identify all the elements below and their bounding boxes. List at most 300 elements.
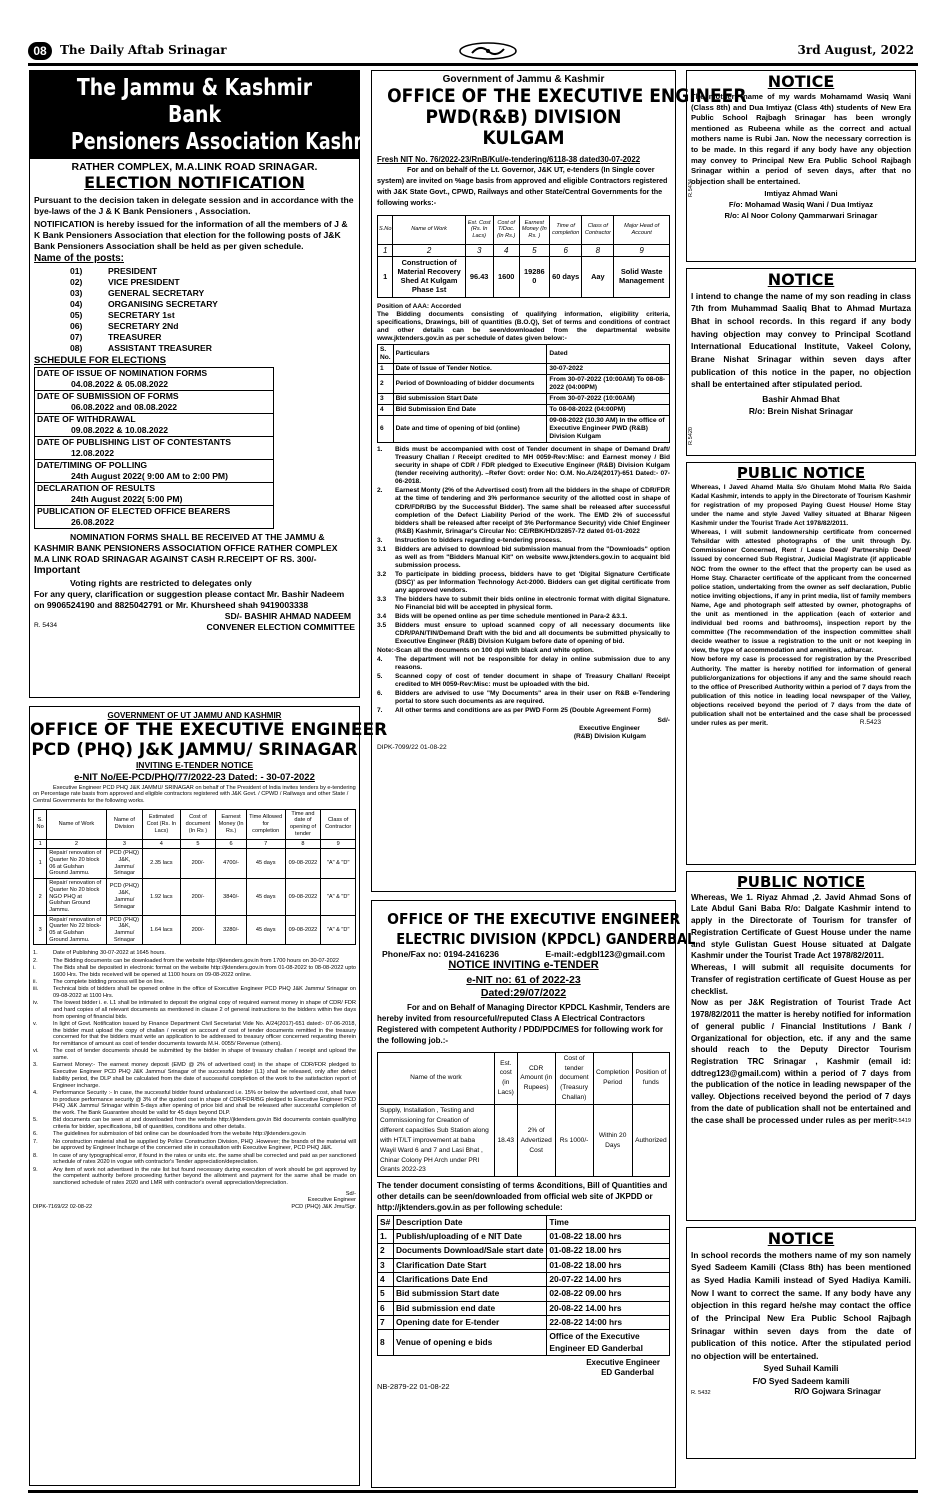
contact-text: For any query, clarification or suggestion please contact Mr. Bashir Nadeem on 9906524190 and 8825042791 or Mr. Khursheed shah 9419003338 [34, 589, 345, 610]
post-number: 04) [70, 299, 83, 310]
post-item [34, 277, 355, 288]
table-cell: Within 20 Days [593, 1105, 632, 1177]
table-cell: 6 [378, 1301, 394, 1315]
table-header-cell: Name of Division [106, 809, 143, 839]
notice-4-title: PUBLIC NOTICE [736, 873, 866, 891]
pcd-title-2: PCD (PHQ) J&K JAMMU/ SRINAGAR [31, 740, 358, 761]
voting-text: Voting rights are restricted to delegates only [70, 578, 252, 588]
table-row [378, 1301, 670, 1315]
condition-text: In light of Govt. Notification issued by Finance Department Civil Secretariat Vide No. A/24(2017)-651 dated:- 07-06-2018, the bidder must upload the copy of challan / receipt on account of cost of tender documents remitted in the treasury concerned for that the bidders must write an application to be addressed to treasury officer concerned requesting therein for remittance of amount as cost of tender documents towards M.H. 0055/ Revenue (others). [53, 1021, 356, 1048]
table-cell: Date and time of opening of bid (online) [393, 416, 547, 443]
table-row [378, 364, 670, 375]
condition-text: The department will not be responsible for delay in online submission due to any reasons. [395, 656, 670, 672]
post-item [34, 332, 355, 343]
table-index-cell: 1 [34, 839, 47, 849]
table-header-cell: Cost of T/Doc. (In Rs.) [493, 215, 519, 244]
table-row [378, 405, 670, 416]
table-cell: 4 [378, 1273, 394, 1287]
condition-text: In case of any typographical error, if found in the rates or units etc. the same shall be corrected and paid as per sanctioned schedule of rates 2020 in vogue with contractor's Tender appreciation/depreciation. [53, 1152, 356, 1166]
table-cell: 1600 [493, 257, 519, 298]
table-index-cell: 3 [465, 244, 493, 257]
notice-1-text: The mothers name of my wards Mohamamd Wasiq Wani (Class 8th) and Dua Imtiyaz (Class 4th) students of New Era Public School Rajbagh Srinagar has been wrongly mentioned as Rubeena while as the correct and actual mothers name is Rubi Jan. Now the necessary correction is to be made. In this regard if any body have any objection may convey to Principal New Era Public School Rajbagh Srinagar within a period of seven days, after that no objection shall be entertained. [691, 91, 911, 186]
notice-5-sign-1: Syed Suhail Kamili [763, 1363, 839, 1374]
schedule-label: DATE OF SUBMISSION OF FORMS [35, 390, 273, 402]
table-index-cell: 2 [393, 244, 465, 257]
post-name: GENERAL SECRETARY [108, 288, 205, 299]
kpdcl-doc: The tender document consisting of terms &conditions, Bill of Quantities and other details can be seen/downloaded from official web site of JKPDD or http://jktenders.gov.in as per following schedule: [377, 1181, 668, 1212]
bank-title-1: The Jammu & Kashmir Bank [76, 75, 313, 128]
table-cell: 2 [378, 375, 394, 394]
bank-address: RATHER COMPLEX, M.A.LINK ROAD SRINAGAR. [71, 161, 318, 173]
table-row [378, 257, 670, 298]
bank-ref: R. 5434 [34, 622, 58, 629]
condition-item [377, 673, 670, 689]
kpdcl-tender-ad [371, 900, 696, 1488]
condition-item [33, 1021, 356, 1048]
condition-text: To participate in bidding process, bidders have to get 'Digital Signature Certificate (DSC)' as per Information Technology Act-2000. Bidders can get digital certificate from any approved vendors. [395, 570, 670, 594]
table-row [378, 416, 670, 443]
table-cell: Date of Issue of Tender Notice. [393, 364, 547, 375]
condition-text: The Bids shall be deposited in electronic format on the website http://jktenders.gov.in from 01-08-2022 to 08-08-2022 upto 1600 Hrs. The bids received will be opened at 1100 hours on 09-08-2022 online. [53, 965, 356, 978]
condition-number: v. [33, 1021, 37, 1028]
kpdcl-nit: e-NIT no: 61 of 2022-23 [466, 974, 581, 987]
table-cell: 30-07-2022 [547, 364, 670, 375]
table-header-cell: S# [378, 1215, 394, 1229]
post-item [34, 299, 355, 310]
condition-item [33, 1117, 356, 1130]
pcd-sd: Sd/- [345, 1190, 356, 1197]
table-cell: 60 days [549, 257, 582, 298]
kpdcl-title-1: OFFICE OF THE EXECUTIVE ENGINEER [387, 910, 681, 928]
kpdcl-sub: NOTICE INVITING e-TENDER [448, 959, 599, 972]
table-header-cell: Time and date of opening of tender [285, 809, 321, 839]
notice-2-text: I intend to change the name of my son reading in class 7th from Muhammad Saaliq Bhat to Ahmad Murtaza Bhat in school records. In this regard if any body having objection may convey to Principal Scotland International Educational Institute, Vakeel Colony, Brane Nishat Srinagar within seven days after publication of this notice in the paper, no objection shall be entertained after stipulated period. [691, 290, 911, 390]
table-cell: 3 [378, 394, 394, 405]
table-header-cell: Particulars [393, 344, 547, 363]
notice-3-title: PUBLIC NOTICE [736, 464, 866, 482]
notice-5 [686, 1227, 916, 1459]
table-header-cell: S. No. [378, 344, 394, 363]
notice-2-sign-1: Bashir Ahmad Bhat [762, 393, 840, 404]
schedule-label: PUBLICATION OF ELECTED OFFICE BEARERS [35, 505, 273, 517]
pcd-body [30, 784, 359, 1212]
table-header-cell: Major Head of Account [614, 215, 670, 244]
table-index-row [34, 839, 356, 849]
table-cell: Bid submission end date [394, 1301, 547, 1315]
post-number: 08) [70, 343, 83, 354]
schedule-date: 24th August 2022( 5:00 PM) [71, 494, 183, 505]
post-item [34, 266, 355, 277]
condition-item [377, 487, 670, 535]
table-cell: 96.43 [465, 257, 493, 298]
table-cell: PCD (PHQ) J&K, Jammu/ Srinagar [106, 915, 143, 945]
schedule-label: DECLARATION OF RESULTS [35, 482, 273, 494]
table-cell: Clarification Date Start [394, 1258, 547, 1272]
condition-item [33, 986, 356, 999]
notice-3 [686, 462, 916, 865]
schedule-date: 24th August 2022( 9:00 AM to 2:00 PM) [71, 471, 228, 482]
kpdcl-intro: For and on Behalf of Managing Director KPDCL Kashmir, Tenders are hereby invited from resourceful/reputed Class A Electrical Contractors Registered with competent Authority / PDD/PDC/MES for following work for the following job.:- [377, 1002, 670, 1046]
notice-4-text: Whereas, We 1. Riyaz Ahmad ,2. Javid Ahmad Sons of Late Abdul Gani Baba R/o: Dalgate Kashmir intend to apply in the Directorate of Tourism for transfer of Registration Certificate of Guest House under the name and style Gulistan Guest House situated at Dalgate Kashmir under the Tourist Trade Act 1978/82/2011. Whereas, I will submit all requisite documents for Transfer of registration certificate of Guest House as per checklist. Now as per J&K Registration of Tourist Trade Act 1978/82/2011 the matter is hereby notified for information of general public / Financial Institutions / Bank / Organizational for objection, etc. if any and the same should reach to the Deputy Director Tourism Registration TRC Srinagar , Kashmir (email id: ddtreg123@gmail.com) within a period of 7 days from the publication of the notice in leading newspaper of the valley. Objections received beyond the period of 7 days from the date of publication shall not be entertained and the case shall be processed under rules as per merit [691, 892, 911, 1125]
schedule-date: 06.08.2022 and 08.08.2022 [71, 402, 178, 413]
table-cell: Publish/uploading of e NIT Date [394, 1230, 547, 1244]
notice-5-title: NOTICE [767, 1229, 835, 1248]
table-cell: Rs 1000/- [555, 1105, 593, 1177]
table-header-row [378, 215, 670, 244]
pcd-title-1: OFFICE OF THE EXECUTIVE ENGINEER [30, 720, 388, 741]
table-index-cell: 9 [614, 244, 670, 257]
condition-text: No construction material shall be supplied by Police Construction Division, PHQ .However; the brands of the material will be approved by Engineer Incharge of the concerned site in consultation with Executive Engineer, PCD PHQ J&K. [53, 1138, 356, 1152]
table-cell: Aay [582, 257, 614, 298]
table-index-cell: 5 [519, 244, 549, 257]
notice-3-text: Whereas, I Javed Ahamd Malla S/o Ghulam Mohd Malla R/o Saida Kadal Kashmir, intends to apply in the Directorate of Tourism Kashmir for registration of my proposed Paying Guest House/ Home Stay under the name and style Javed Valley situated at Bharar Nigeen Kashmir under the Tourist Trade Act 1978/82/2011. Whereas, I will submit landownership certificate from concerned Tehsildar with attested photographs of the unit through Dy. Commissioner Concerned, Rent / Lease Deed/ Partnership Deed/ Issued by concerned Sub Registrar, Judicial Magistrate (if applicable NOC from the owner to the effect that the property can be used as Home Stay. Character certificate of the applicant from the concerned police station, undertaking from the owner as self declaration, Public notice inviting objections, if any in print media, list of family members Name, Age and photograph self attested by owner, photographs of the unit as mentioned in the application (each of exterior and individual bed rooms and bathrooms), inspection report by the committee (The recommendation of the inspection committee shall decide weather to issue a registration to the unit or not keeping in view, the type of accommodation and amenities, adharcar. Now before my case is processed for registration by the Prescribed Authority. The matter is hereby notified for information of general public/organizations for objections if any and the same should reach to the office of Prescribed Authority within a period of 7 days from the publication of this notice in leading local newspaper of the Valley, objections received beyond the period of 7 days from the date of publication shall not be entertained and the case shall be processed under rules as per merit. [691, 483, 911, 728]
table-cell: 02-08-22 09.00 hrs [547, 1287, 670, 1301]
table-row [34, 879, 356, 916]
condition-number: 6. [33, 1131, 38, 1138]
table-cell: 4 [378, 405, 394, 416]
kulgam-works-table [377, 215, 670, 298]
table-header-cell: Cost of tender document (Treasury Challan) [555, 1052, 593, 1104]
table-cell: 20-08-22 14.00 hrs [547, 1301, 670, 1315]
pcd-conditions [33, 950, 356, 1186]
post-name: SECRETARY 2Nd [108, 321, 179, 332]
notice-1 [686, 70, 916, 262]
table-cell: From 30-07-2022 (10:00AM) To 08-08-2022 (04:00PM) [547, 375, 670, 394]
post-name: VICE PRESIDENT [108, 277, 180, 288]
table-cell: Repair/ renovation of Quarter No 20 block NGO PHQ at Gulshan Ground Jammu. [47, 879, 106, 916]
table-cell: 22-08-22 14:00 hrs [547, 1316, 670, 1330]
condition-text: Bids must be accompanied with cost of Tender document in shape of Demand Draft/ Treasury Challan / Receipt credited to MH 0059-Rev:Misc: and Earnest money / Bid security in shape of CDR / FDR pledged to Executive Engineer (R&B) Division Kulgam (tender receiving authority). –Refer Govt: order No: O.M. No.A/24(2017)-651 Dated:- 07-06-2018. [395, 446, 670, 486]
table-cell: 1.64 lacs [143, 915, 180, 945]
condition-text: Earnest Money:- The earnest money deposit (EMD @ 2% of advertised cost) in the shape of CDR/FDR pledged to Executive Engineer PCD PHQ J&K Jammu/ Srinagar of the successful bidder (L1) shall be released, only after defect liability period, the DLP shall be calculated from the date of successful completion of the work to the satisfaction report of Engineer incharge. [53, 1062, 356, 1089]
notice-1-sign-3: R/o: Al Noor Colony Qammarwari Srinagar [724, 210, 878, 220]
table-header-cell: Earnest Money (In Rs. ) [519, 215, 549, 244]
kpdcl-works-table [377, 1052, 670, 1178]
kulgam-doc: The Bidding documents consisting of qualifying information, eligibility criteria, specifications, Drawings, bill of quantities (B.O.Q), Set of terms and conditions of contract and other details can be seen/downloaded from the departmental website www.jktenders.gov.in as per schedule of dates given below:- [377, 310, 670, 342]
notice-3-ref: R.5423 [859, 719, 881, 727]
condition-number: 3.1 [377, 545, 387, 553]
table-cell: 2.35 lacs [143, 849, 180, 879]
condition-item [33, 1167, 356, 1187]
condition-text: Scanned copy of cost of tender document in shape of Treasury Challan/ Receipt credited to MH 0059-Rev:Misc: must be uploaded with the bid. [395, 673, 670, 689]
condition-item [377, 546, 670, 570]
table-header-cell: S. No [34, 809, 47, 839]
condition-item [33, 1131, 356, 1138]
notice-1-title: NOTICE [767, 72, 835, 91]
condition-item [33, 950, 356, 957]
table-cell: 20-07-22 14.00 hrs [547, 1273, 670, 1287]
table-header-cell: S.No [378, 215, 393, 244]
table-header-cell: Earnest Money (In Rs.) [216, 809, 246, 839]
schedule-table [34, 367, 274, 529]
pcd-sub: INVITING E-TENDER NOTICE [135, 760, 254, 771]
table-cell: 200/- [180, 915, 216, 945]
kulgam-aaa: Position of AAA: Accorded [377, 302, 462, 310]
table-cell: Documents Download/Sale start date [394, 1244, 547, 1258]
pcd-works-table [33, 809, 356, 946]
table-header-cell: Name of Work [393, 215, 465, 244]
table-header-row [378, 1052, 670, 1104]
condition-item [377, 596, 670, 612]
notice-5-ref: R. 5432 [691, 1389, 711, 1396]
table-cell: 19286 0 [519, 257, 549, 298]
notice-5-sign-2: F/O Syed Sadeem kamili [752, 1375, 850, 1386]
notice-2-sign-2: R/o: Brein Nishat Srinagar [748, 406, 854, 417]
page-number: 08 [28, 42, 52, 60]
condition-text: Bidders are advised to download bid submission manual from the "Downloads" option as well as from "Bidders Manual Kit" on website www.jktenders.gov.in to acquaint bid submission process. [395, 545, 670, 569]
table-cell: 45 days [246, 849, 285, 879]
condition-number: 2. [33, 957, 38, 964]
post-name: SECRETARY 1st [108, 310, 175, 321]
table-cell: Solid Waste Management [614, 257, 670, 298]
table-cell: Bid Submission End Date [393, 405, 547, 416]
condition-number: 9. [33, 1166, 38, 1173]
post-item [34, 321, 355, 332]
condition-number: ii. [33, 979, 38, 986]
table-row [378, 1287, 670, 1301]
condition-number: 1. [33, 950, 38, 957]
table-cell: 2 [34, 879, 47, 916]
table-header-cell: Cost of document (In Rs ) [180, 809, 216, 839]
condition-number: i. [33, 965, 36, 972]
table-cell: "A" & "D" [321, 849, 356, 879]
pcd-ref: DIPK-7169/22 02-08-22 [33, 1204, 93, 1211]
condition-text: Bids will be opened online as per time schedule mentioned in Para-2 &3.1. [395, 612, 628, 620]
table-cell: Period of Downloading of bidder documents [393, 375, 547, 394]
table-row [378, 1105, 670, 1177]
kulgam-sd: Sd/- [657, 717, 670, 725]
table-cell: 2% of Advertized Cost [517, 1105, 555, 1177]
condition-text: Technical bids of bidders shall be opened online in the office of Executive Engineer PCD PHQ J&K Jammu/ Srinagar on 09-08-2022 at 1100 Hrs. [53, 986, 356, 1000]
condition-text: The Bidding documents can be downloaded from the website http://jktenders.gov.in from 1700 hours on 30-07-2022 [53, 957, 339, 964]
schedule-date: 09.08.2022 & 10.08.2022 [71, 425, 169, 436]
table-cell: 200/- [180, 849, 216, 879]
table-index-cell: 8 [582, 244, 614, 257]
condition-text: Instruction to bidders regarding e-tendering process. [395, 536, 562, 544]
table-cell: PCD (PHQ) J&K, Jammu/ Srinagar [106, 879, 143, 916]
condition-text: The cost of tender documents should be submitted by the bidder in shape of treasury challan / receipt and upload the same. [53, 1048, 356, 1062]
table-cell: 09-08-2022 [285, 849, 321, 879]
notice-5-sign-3: R/O Gojwara Srinagar [794, 1385, 881, 1396]
post-number: 05) [70, 310, 83, 321]
table-cell: 01-08-22 18.00 hrs [547, 1244, 670, 1258]
condition-number: 7. [377, 707, 383, 715]
condition-text: Any item of work not advertised in the rate list but found necessary during execution of work should be got approved by the competent authority before proceeding further beyond the allotment and payment for the same shall be made on sanctioned schedule of rates 2020 and LMR with contractor's overall appreciation/depreciation. [53, 1166, 356, 1186]
notice-1-ref: R.5434 [688, 178, 694, 197]
table-index-cell: 4 [493, 244, 519, 257]
kpdcl-title-2: ELECTRIC DIVISION (KPDCL) GANDERBAL [396, 930, 696, 948]
condition-number: 3. [33, 1062, 38, 1069]
table-header-cell: Name of the work [378, 1052, 495, 1104]
notice-2-ref: R.5420 [688, 426, 694, 445]
table-cell: 45 days [246, 915, 285, 945]
condition-number: 4. [377, 656, 383, 664]
bank-body [30, 193, 359, 635]
kulgam-ee: Executive Engineer [579, 725, 640, 733]
table-index-cell: 6 [216, 839, 246, 849]
table-cell: "A" & "D" [321, 879, 356, 916]
post-name: ORGANISING SECRETARY [108, 299, 218, 310]
table-header-row [34, 809, 356, 839]
schedule-heading: SCHEDULE FOR ELECTIONS [34, 355, 166, 367]
post-number: 06) [70, 321, 83, 332]
condition-number: Note:- [377, 647, 397, 655]
condition-item [377, 622, 670, 646]
table-cell: 18.43 [494, 1105, 517, 1177]
table-index-cell: 5 [180, 839, 216, 849]
table-cell: 09-08-2022 [285, 879, 321, 916]
table-cell: 09-08-2022 [285, 915, 321, 945]
table-header-cell: Name of Work [47, 809, 106, 839]
condition-number: 6. [377, 690, 383, 698]
condition-text: The bidders have to submit their bids online in electronic format with digital Signature. No Financial bid will be accepted in physical form. [395, 595, 670, 611]
condition-text: The lowest bidder i. e. L1 shall be intimated to deposit the original copy of required earnest money in shape of CDR/ FDR and hard copies of all relevant documents as mentioned in clause 2 of general instructions to the bidders within five days from opening of financial bids. [53, 1000, 356, 1020]
notice-1-sign-1: Imtiyaz Ahmad Wani [764, 188, 838, 198]
condition-text: Bid documents can be seen at and downloaded from the website http://jktenders.gov.in Bid documents contain qualifying criteria for bidder, specifications, bill of quantities, conditions and other details. [53, 1117, 356, 1130]
kpdcl-ref: NB-2879-22 01-08-22 [377, 1382, 450, 1391]
table-cell: Repair/ renovation of Quarter No 22 block-05 at Gulshan Ground Jammu. [47, 915, 106, 945]
condition-item [377, 656, 670, 672]
table-cell: 01-08-22 18.00 hrs [547, 1258, 670, 1272]
condition-number: 2. [377, 487, 383, 495]
condition-number: 1. [377, 446, 383, 454]
table-cell: 3840/- [216, 879, 246, 916]
table-cell: Supply, Installation , Testing and Commissioning for Creation of different capacities Sub Station along with HT/LT improvement at baba Wayil Ward 6 and 7 and Lasi Bhat , Chinar Colony PH Arch under PRI Grants 2022-23 [378, 1105, 495, 1177]
bank-intro: Pursuant to the decision taken in delegate session and in accordance with the bye-laws of the J & K Bank Pensioners , Association. [34, 195, 354, 217]
table-cell: "A" & "D" [321, 915, 356, 945]
condition-item [377, 537, 670, 545]
post-name: ASSISTANT TREASURER [108, 343, 212, 354]
table-header-row [378, 1215, 670, 1229]
kpdcl-schedule-table [377, 1215, 670, 1356]
table-cell: Repair/ renovation of Quarter No 20 block 06 at Gulshan Ground Jammu. [47, 849, 106, 879]
newspaper-name: The Daily Aftab Srinagar [60, 43, 227, 57]
post-item [34, 343, 355, 354]
table-index-cell: 4 [143, 839, 180, 849]
condition-text: Date of Publishing 30-07-2022 at 1645 hours. [53, 950, 166, 957]
condition-item [33, 1139, 356, 1152]
kulgam-govt: Government of Jammu & Kashmir [442, 74, 605, 85]
condition-text: Bidders are advised to use "My Documents" area in their user on R&B e-Tendering portal to store such documents as are required. [395, 690, 670, 706]
table-header-cell: Class of Contractor [321, 809, 356, 839]
table-index-cell: 7 [246, 839, 285, 849]
table-row [378, 1273, 670, 1287]
condition-text: All other terms and conditions are as per PWD Form 25 (Double Agreement Form) [395, 707, 651, 715]
table-cell: Bid submission Start date [394, 1287, 547, 1301]
election-heading: ELECTION NOTIFICATION [84, 173, 305, 193]
table-row [378, 375, 670, 394]
schedule-label: DATE OF PUBLISHING LIST OF CONTESTANTS [35, 436, 273, 448]
notice-5-footer [691, 1387, 911, 1397]
page-header [28, 40, 918, 62]
notice-2-title: NOTICE [767, 270, 835, 289]
pcd-nit: e-NIT No/EE-PCD/PHQ/77/2022-23 Dated: - 30-07-2022 [74, 772, 315, 784]
pcd-tender-ad [29, 706, 388, 1486]
condition-item [377, 571, 670, 595]
condition-number: 8. [33, 1152, 38, 1159]
table-cell: 09-08-2022 (10.30 AM) In the office of Executive Engineer PWD (R&B) Division Kulgam [547, 416, 670, 443]
kulgam-title-1: OFFICE OF THE EXECUTIVE ENGINEER [387, 84, 747, 107]
nomination-text: NOMINATION FORMS SHALL BE RECEIVED AT THE JAMMU & KASHMIR BANK PENSIONERS ASSOCIATION OFFICE RATHER COMPLEX M.A LINK ROAD SRINAGAR AGAINST CASH R.RECEIPT OF RS. 300/- [34, 532, 338, 565]
condition-number: 7. [33, 1138, 38, 1145]
condition-number: 3.3 [377, 595, 387, 603]
table-cell: Opening date for E-tender [394, 1316, 547, 1330]
kulgam-conditions [377, 446, 670, 715]
table-row [378, 394, 670, 405]
table-cell: 2 [378, 1244, 394, 1258]
condition-item [377, 690, 670, 706]
schedule-label: DATE OF WITHDRAWAL [35, 413, 273, 425]
table-index-cell: 2 [47, 839, 106, 849]
table-header-cell: Time of completion [549, 215, 582, 244]
table-cell: 5 [378, 1287, 394, 1301]
kpdcl-contact [372, 949, 675, 959]
kpdcl-dated: Dated:29/07/2022 [480, 987, 567, 1000]
post-number: 02) [70, 277, 83, 288]
condition-text: Earnest Monty (2% of the Advertised cost) from all the bidders in the shape of CDR/FDR at the time of tendering and 3% performance security of the allotted cost in shape of CDR/FDR/BG by the Successful Bidder). The same shall be released after successful completion of the Defect Liability Period of the work. The EMD 2% of successful bidders shall be released after receipt of 3% Performance Security) vide Chief Engineer (R&B) Kashmir, Srinagar's Circular No: CE/RBK/HD/32857-72 dated 01-01-2022 [395, 487, 670, 535]
condition-text: Performance Security :- In case, the successful bidder found unbalanced i.e. 15% or below the advertised cost, shall have to produce performance security @ 3% of the quoted cost in shape of CDR/FDR/BG pledged to Executive Engineer PCD PHQ J&K Jammu/ Srinagar within 5-days after opening of price bid and shall be released after successful completion of the work. The Bank Guarantee should be valid for 45 days beyond DLP. [53, 1089, 356, 1116]
table-row [378, 1330, 670, 1356]
post-item [34, 288, 355, 299]
table-cell: 1 [34, 849, 47, 879]
table-header-cell: Completion Period [593, 1052, 632, 1104]
kpdcl-body [372, 1000, 675, 1394]
condition-item [33, 958, 356, 965]
table-cell: 8 [378, 1330, 394, 1356]
bank-designation: CONVENER ELECTION COMMITTEE [206, 622, 355, 632]
table-index-cell: 3 [106, 839, 143, 849]
table-cell: 3 [34, 915, 47, 945]
table-cell: Office of the Executive Engineer ED Ganderbal [547, 1330, 670, 1356]
kulgam-title-2: PWD(R&B) DIVISION KULGAM [425, 105, 622, 149]
kulgam-intro: For and on behalf of the Lt. Governor, J&K UT, e-tenders (In Single cover system) are invited on %age basis from approved and eligible Contractors registered with J&K State Govt., CPWD, Railways and other State/Central Governments for the following works:- [377, 164, 668, 208]
table-index-cell: 8 [285, 839, 321, 849]
table-index-cell: 6 [549, 244, 582, 257]
kpdcl-phone: Phone/Fax no: 0194-2416236 [382, 949, 500, 959]
notice-1-sign-2: F/o: Mohamad Wasiq Wani / Dua Imtiyaz [728, 199, 874, 209]
kpdcl-email: E-mail:-edgbl123@gmail.com [545, 949, 665, 959]
table-cell: 7 [378, 1316, 394, 1330]
table-cell: 3280/- [216, 915, 246, 945]
post-name: PRESIDENT [108, 266, 158, 277]
table-cell: Clarifications Date End [394, 1273, 547, 1287]
bank-title-2: Pensioners Association Kashmir [71, 129, 387, 155]
condition-number: 3.4 [377, 612, 387, 620]
notice-5-text: In school records the mothers name of my son namely Syed Sadeem Kamili (Class 8th) has been mentioned as Syed Hadia Kamili instead of Syed Hadiya Kamili. Now I want to correct the same. If any body have any objection in this regard he/she may contact the office of the Principal New Era Public School Rajbagh Srinagar within seven days from the date of publication of this notice. After the stipulated period no objection will be entertained. [691, 1249, 911, 1361]
post-name: TREASURER [108, 332, 162, 343]
condition-text: Scan all the documents on 100 dpi with black and white option. [396, 647, 594, 655]
table-cell: 1 [378, 364, 394, 375]
table-row [34, 915, 356, 945]
important-label: Important [34, 565, 81, 577]
condition-text: Bidders must ensure to upload scanned copy of all necessary documents like CDR/PAN/TIN/Demand Draft with the bid and all documents be submitted physically to Executive Engineer (R&B) Division Kulgam before date of opening of bid. [395, 621, 670, 645]
pcd-ee: Executive Engineer [307, 1197, 356, 1204]
table-header-cell: Est. Cost (Rs. In Lacs) [465, 215, 493, 244]
bank-title-band [30, 71, 387, 159]
table-row [34, 849, 356, 879]
table-cell: 01-08-22 18.00 hrs [547, 1230, 670, 1244]
table-cell: PCD (PHQ) J&K, Jammu/ Srinagar [106, 849, 143, 879]
bank-notification: NOTIFICATION is hereby issued for the information of all the members of J & K Bank Pensioners Association that election for the following posts of J&K Bank Pensioners Association shall be held as per given schedule. [34, 219, 348, 252]
post-number: 01) [70, 266, 83, 277]
condition-item [377, 446, 670, 486]
table-header-row [378, 344, 670, 363]
condition-item [33, 1090, 356, 1117]
pcd-footer [33, 1204, 356, 1211]
pcd-intro: Executive Engineer PCD PHQ J&K JAMMU/ SRINAGAR on behalf of The President of India invites tenders by e-tendering on Percentage rate basis from approved and eligible contractors registered with J&K Govt. / CPWD / Railways and other State / Central Governments for the following works. [33, 784, 356, 805]
kulgam-ref: DIPK-7099/22 01-08-22 [377, 744, 447, 752]
table-cell: Bid submission Start Date [393, 394, 547, 405]
